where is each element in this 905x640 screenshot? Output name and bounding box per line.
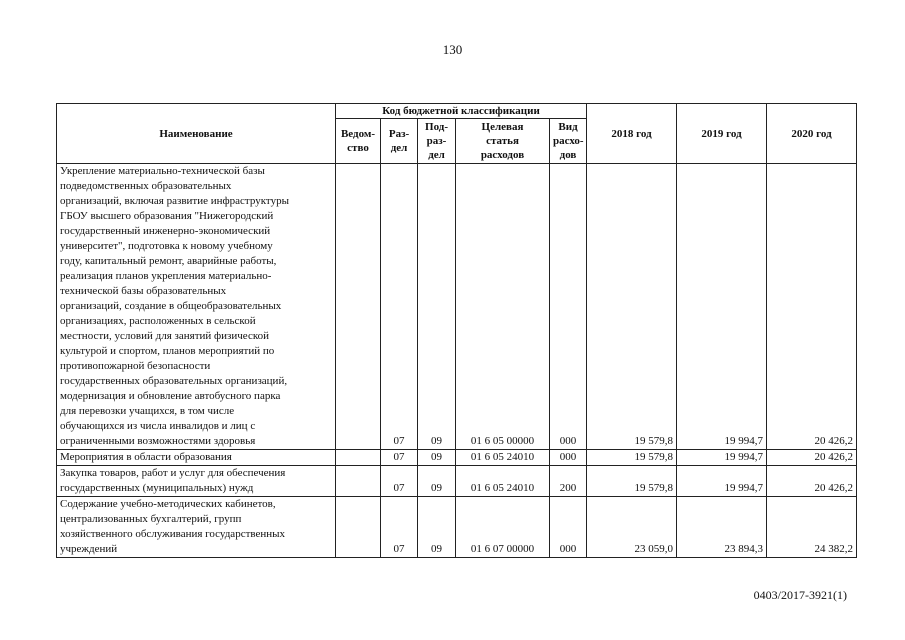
row-podrazdel: 09	[418, 466, 456, 497]
row-vedomstvo	[336, 450, 381, 466]
row-celevaya: 01 6 05 00000	[456, 164, 550, 450]
row-2020: 20 426,2	[767, 466, 857, 497]
header-razdel: Раз- дел	[381, 119, 418, 164]
row-vid: 000	[550, 497, 587, 558]
row-name: Содержание учебно-методических кабинетов, централизованных бухгалтерий, групп хозяйственного обслуживания государственных учреждений	[57, 497, 336, 558]
header-2019: 2019 год	[677, 104, 767, 164]
header-2018: 2018 год	[587, 104, 677, 164]
row-2019: 19 994,7	[677, 466, 767, 497]
budget-table	[56, 103, 857, 558]
header-vedomstvo: Ведом- ство	[336, 119, 381, 164]
header-vid: Вид расхо- дов	[550, 119, 587, 164]
row-name: Укрепление материально-технической базы подведомственных образовательных организаций, включая развитие инфраструктуры ГБОУ высшего образования "Нижегородский государственный инженерно-экономический университет", подготовка к новому учебному году, капитальный ремонт, аварийные работы, реализация планов укрепления материально- технической базы образовательных организаций, создание в общеобразовательных организациях, расположенных в сельской местности, условий для занятий физической культурой и спортом, планов мероприятий по противопожарной безопасности государственных образовательных организаций, модернизация и обновление автобусного парка для перевозки учащихся, в том числе обучающихся из числа инвалидов и лиц с ограниченными возможностями здоровья	[57, 164, 336, 450]
row-2019: 19 994,7	[677, 450, 767, 466]
row-vedomstvo	[336, 466, 381, 497]
table-row	[57, 466, 857, 497]
row-2018: 19 579,8	[587, 450, 677, 466]
row-celevaya: 01 6 05 24010	[456, 450, 550, 466]
header-podrazdel: Под- раз- дел	[418, 119, 456, 164]
row-razdel: 07	[381, 450, 418, 466]
header-celevaya: Целевая статья расходов	[456, 119, 550, 164]
page-number: 130	[442, 42, 463, 57]
row-vedomstvo	[336, 497, 381, 558]
header-classification-group: Код бюджетной классификации	[336, 104, 587, 119]
row-2020: 20 426,2	[767, 164, 857, 450]
header-row	[57, 104, 857, 119]
row-razdel: 07	[381, 466, 418, 497]
row-2018: 23 059,0	[587, 497, 677, 558]
row-celevaya: 01 6 05 24010	[456, 466, 550, 497]
row-vid: 000	[550, 164, 587, 450]
row-2019: 23 894,3	[677, 497, 767, 558]
header-2020: 2020 год	[767, 104, 857, 164]
row-vedomstvo	[336, 164, 381, 450]
row-vid: 200	[550, 466, 587, 497]
document-code: 0403/2017-3921(1)	[753, 588, 847, 602]
row-podrazdel: 09	[418, 450, 456, 466]
table-row	[57, 164, 857, 450]
row-vid: 000	[550, 450, 587, 466]
row-name: Закупка товаров, работ и услуг для обеспечения государственных (муниципальных) нужд	[57, 466, 336, 497]
table-row	[57, 497, 857, 558]
table-row	[57, 450, 857, 466]
row-2020: 20 426,2	[767, 450, 857, 466]
row-2019: 19 994,7	[677, 164, 767, 450]
row-celevaya: 01 6 07 00000	[456, 497, 550, 558]
header-name: Наименование	[57, 104, 336, 164]
row-2018: 19 579,8	[587, 466, 677, 497]
row-razdel: 07	[381, 497, 418, 558]
row-2020: 24 382,2	[767, 497, 857, 558]
row-2018: 19 579,8	[587, 164, 677, 450]
row-podrazdel: 09	[418, 497, 456, 558]
row-name: Мероприятия в области образования	[57, 450, 336, 466]
row-razdel: 07	[381, 164, 418, 450]
row-podrazdel: 09	[418, 164, 456, 450]
